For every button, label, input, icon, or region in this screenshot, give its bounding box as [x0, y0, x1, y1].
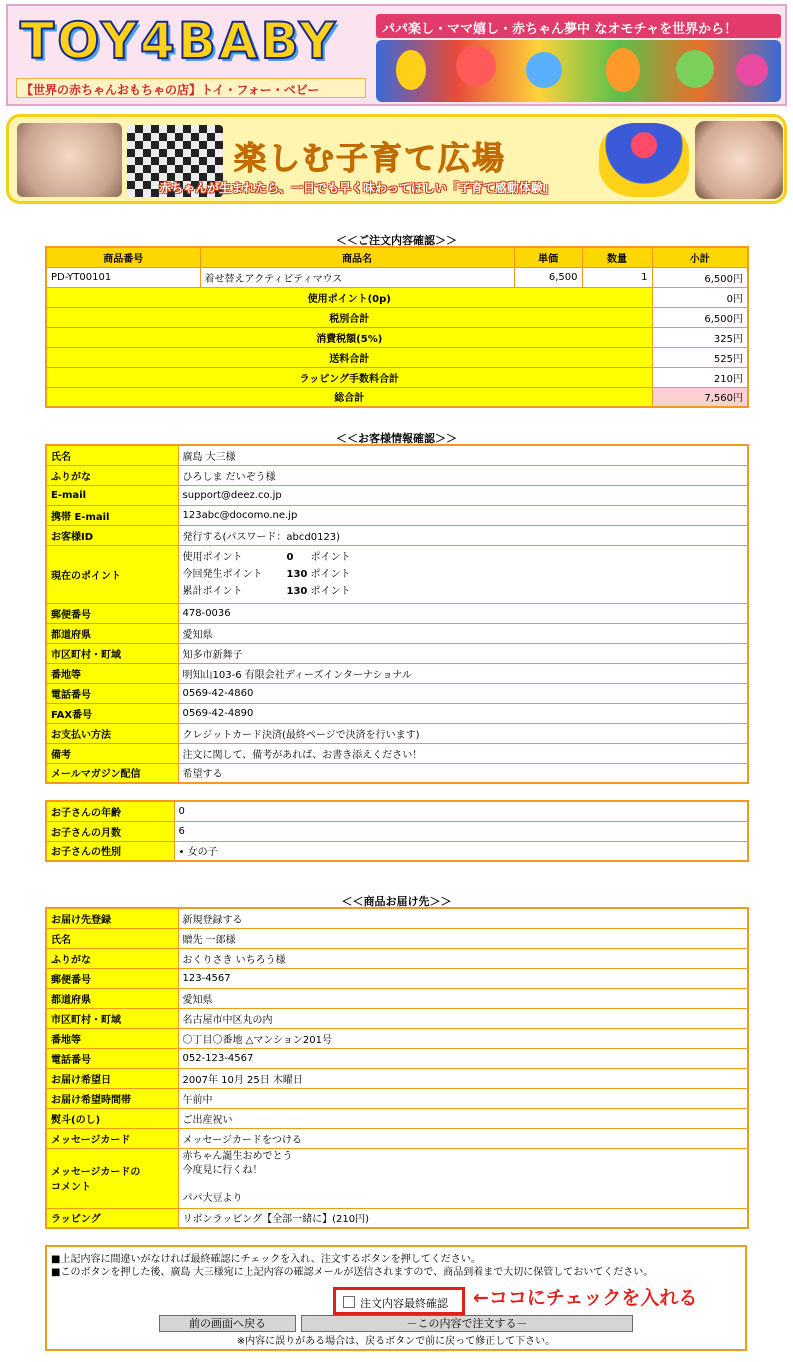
- banner-caption: 赤ちゃんが生まれたら、一日でも早く味わってほしい「子育て感動体験」: [159, 181, 555, 195]
- promo-banner: [6, 114, 787, 204]
- summary-label: 使用ポイント(0p): [46, 287, 652, 307]
- field-label: お子さんの年齢: [46, 801, 174, 821]
- customer-row: [46, 623, 748, 643]
- field-label: メールマガジン配信: [46, 763, 178, 783]
- delivery-row: [46, 1108, 748, 1128]
- baby-photo: [17, 123, 122, 197]
- field-value: 2007年 10月 25日 木曜日: [178, 1068, 748, 1088]
- summary-row: [46, 347, 748, 367]
- field-label: お支払い方法: [46, 723, 178, 743]
- field-label: 携帯 E-mail: [46, 505, 178, 525]
- summary-label: 消費税額(5%): [46, 327, 652, 347]
- order-section-title: ＜＜ご注文内容確認＞＞: [336, 234, 457, 247]
- field-label: 郵便番号: [46, 968, 178, 988]
- field-label: FAX番号: [46, 703, 178, 723]
- comment-row: [46, 1148, 748, 1208]
- field-value: • 女の子: [174, 841, 748, 861]
- field-value: おくりさき いちろう様: [178, 948, 748, 968]
- field-value: 注文に関して、備考があれば、お書き添えください！: [178, 743, 748, 763]
- item-price: 6,500: [514, 267, 582, 287]
- field-value: リボンラッピング【全部一緒に】(210円): [178, 1208, 748, 1228]
- customer-section-title: ＜＜お客様情報確認＞＞: [336, 432, 457, 445]
- comment-line: パパ大豆より: [182, 1192, 243, 1204]
- place-order-button[interactable]: －この内容で注文する－: [301, 1315, 633, 1332]
- final-confirm-label[interactable]: 注文内容最終確認: [360, 1297, 448, 1310]
- field-label: お客様ID: [46, 525, 178, 545]
- summary-label: 送料合計: [46, 347, 652, 367]
- summary-label: 税別合計: [46, 307, 652, 327]
- field-label: ふりがな: [46, 465, 178, 485]
- field-label: 都道府県: [46, 623, 178, 643]
- delivery-row: [46, 948, 748, 968]
- column-header: 数量: [582, 247, 652, 267]
- summary-row: [46, 307, 748, 327]
- confirm-note: ■上記内容に間違いがなければ最終確認にチェックを入れ、注文するボタンを押してください。: [51, 1254, 481, 1265]
- delivery-row: [46, 1068, 748, 1088]
- total-label: 総合計: [46, 387, 652, 407]
- field-value: 123abc@docomo.ne.jp: [178, 505, 748, 525]
- store-logo: TOY4BABY: [20, 12, 339, 70]
- summary-row: [46, 287, 748, 307]
- field-label: 電話番号: [46, 683, 178, 703]
- customer-row: [46, 485, 748, 505]
- field-label: 市区町村・町域: [46, 643, 178, 663]
- final-confirm-highlight: [333, 1287, 465, 1315]
- summary-value: 210円: [652, 367, 748, 387]
- points-line: 今回発生ポイント 130 ポイント: [182, 568, 351, 580]
- field-value: 愛知県: [178, 623, 748, 643]
- field-value: 愛知県: [178, 988, 748, 1008]
- field-label: お届け希望時間帯: [46, 1088, 178, 1108]
- field-value: 発行する(パスワード：abcd0123): [178, 525, 748, 545]
- customer-row: [46, 763, 748, 783]
- column-header: 小計: [652, 247, 748, 267]
- customer-row: [46, 445, 748, 465]
- child-table: [45, 800, 749, 862]
- customer-row: [46, 663, 748, 683]
- delivery-row: [46, 1028, 748, 1048]
- field-value: 123-4567: [178, 968, 748, 988]
- delivery-row: [46, 968, 748, 988]
- field-label: 氏名: [46, 928, 178, 948]
- order-header-row: [46, 247, 748, 267]
- column-header: 商品名: [200, 247, 514, 267]
- comment-label: メッセージカードの コメント: [46, 1148, 178, 1208]
- customer-row: [46, 683, 748, 703]
- field-value: 〇丁目〇番地 △マンション201号: [178, 1028, 748, 1048]
- summary-row: [46, 367, 748, 387]
- clown-toy-image: [599, 123, 689, 197]
- column-header: 単価: [514, 247, 582, 267]
- field-label: お届け希望日: [46, 1068, 178, 1088]
- field-label: 電話番号: [46, 1048, 178, 1068]
- item-qty: 1: [582, 267, 652, 287]
- customer-row: [46, 603, 748, 623]
- customer-row: [46, 643, 748, 663]
- field-value: 0569-42-4860: [178, 683, 748, 703]
- check-here-callout: ←ココにチェックを入れる: [473, 1287, 698, 1309]
- field-value: 0569-42-4890: [178, 703, 748, 723]
- delivery-row: [46, 1088, 748, 1108]
- return-note: ※内容に誤りがある場合は、戻るボタンで前に戻って修正して下さい。: [236, 1336, 556, 1347]
- delivery-section-title: ＜＜商品お届け先＞＞: [341, 895, 452, 908]
- banner-title: 楽しむ子育て広場: [234, 139, 507, 177]
- field-label: 市区町村・町域: [46, 1008, 178, 1028]
- field-value: 贈先 一郎様: [178, 928, 748, 948]
- order-item-row: [46, 267, 748, 287]
- points-line: 累計ポイント 130 ポイント: [182, 585, 351, 597]
- customer-row: [46, 723, 748, 743]
- points-value: [178, 545, 748, 603]
- field-value: 明知山103-6 有限会社ディーズインターナショナル: [178, 663, 748, 683]
- delivery-row: [46, 1008, 748, 1028]
- summary-value: 525円: [652, 347, 748, 367]
- field-label: ラッピング: [46, 1208, 178, 1228]
- comment-line: 赤ちゃん誕生おめでとう: [182, 1150, 293, 1162]
- points-label: 現在のポイント: [46, 545, 178, 603]
- child-row: [46, 801, 748, 821]
- field-label: 熨斗(のし): [46, 1108, 178, 1128]
- total-value: 7,560円: [652, 387, 748, 407]
- delivery-table: [45, 907, 749, 1229]
- field-value: 6: [174, 821, 748, 841]
- summary-value: 6,500円: [652, 307, 748, 327]
- points-row: [46, 545, 748, 603]
- comment-line: 今度見に行くね！: [182, 1164, 263, 1176]
- customer-row: [46, 465, 748, 485]
- back-button[interactable]: 前の画面へ戻る: [159, 1315, 296, 1332]
- field-value: 478-0036: [178, 603, 748, 623]
- field-label: 都道府県: [46, 988, 178, 1008]
- customer-row: [46, 703, 748, 723]
- field-label: 郵便番号: [46, 603, 178, 623]
- order-table: [45, 246, 749, 408]
- customer-row: [46, 525, 748, 545]
- delivery-row: [46, 1128, 748, 1148]
- field-value: 0: [174, 801, 748, 821]
- field-label: お子さんの月数: [46, 821, 174, 841]
- field-value: support@deez.co.jp: [178, 485, 748, 505]
- field-value: 希望する: [178, 763, 748, 783]
- comment-value: [178, 1148, 748, 1208]
- field-value: 名古屋市中区丸の内: [178, 1008, 748, 1028]
- summary-value: 325円: [652, 327, 748, 347]
- field-label: 番地等: [46, 663, 178, 683]
- summary-value: 0円: [652, 287, 748, 307]
- customer-row: [46, 743, 748, 763]
- item-name: 着せ替えアクティビティマウス: [200, 267, 514, 287]
- store-subtitle: 【世界の赤ちゃんおもちゃの店】トイ・フォー・ベビー: [16, 78, 366, 98]
- customer-row: [46, 505, 748, 525]
- customer-table: [45, 444, 749, 784]
- store-slogan: パパ楽し・ママ嬉し・赤ちゃん夢中 なオモチャを世界から！: [376, 14, 781, 38]
- field-label: お届け先登録: [46, 908, 178, 928]
- field-label: 番地等: [46, 1028, 178, 1048]
- field-label: お子さんの性別: [46, 841, 174, 861]
- child-row: [46, 821, 748, 841]
- comment-line: [183, 1178, 744, 1192]
- field-value: メッセージカードをつける: [178, 1128, 748, 1148]
- field-value: 新規登録する: [178, 908, 748, 928]
- column-header: 商品番号: [46, 247, 200, 267]
- delivery-row: [46, 928, 748, 948]
- item-subtotal: 6,500円: [652, 267, 748, 287]
- confirm-note: ■このボタンを押した後、廣島 大三様宛に上記内容の確認メールが送信されますので、商品到着まで大切に保管しておいてください。: [51, 1267, 654, 1278]
- delivery-row: [46, 1208, 748, 1228]
- final-confirm-checkbox[interactable]: [343, 1296, 355, 1308]
- field-value: 午前中: [178, 1088, 748, 1108]
- field-label: E-mail: [46, 485, 178, 505]
- field-label: 氏名: [46, 445, 178, 465]
- toys-image: [376, 40, 781, 102]
- field-value: 廣島 大三様: [178, 445, 748, 465]
- field-value: ひろしま だいぞう様: [178, 465, 748, 485]
- delivery-row: [46, 988, 748, 1008]
- delivery-row: [46, 1048, 748, 1068]
- child-photo: [695, 121, 783, 199]
- total-row: [46, 387, 748, 407]
- delivery-row: [46, 908, 748, 928]
- field-label: メッセージカード: [46, 1128, 178, 1148]
- child-row: [46, 841, 748, 861]
- field-label: 備考: [46, 743, 178, 763]
- field-value: クレジットカード決済(最終ページで決済を行います): [178, 723, 748, 743]
- summary-label: ラッピング手数料合計: [46, 367, 652, 387]
- field-value: 知多市新舞子: [178, 643, 748, 663]
- store-header-banner: [6, 4, 787, 106]
- field-value: 052-123-4567: [178, 1048, 748, 1068]
- field-value: ご出産祝い: [178, 1108, 748, 1128]
- summary-row: [46, 327, 748, 347]
- item-code: PD-YT00101: [46, 267, 200, 287]
- field-label: ふりがな: [46, 948, 178, 968]
- points-line: 使用ポイント 0 ポイント: [182, 551, 351, 563]
